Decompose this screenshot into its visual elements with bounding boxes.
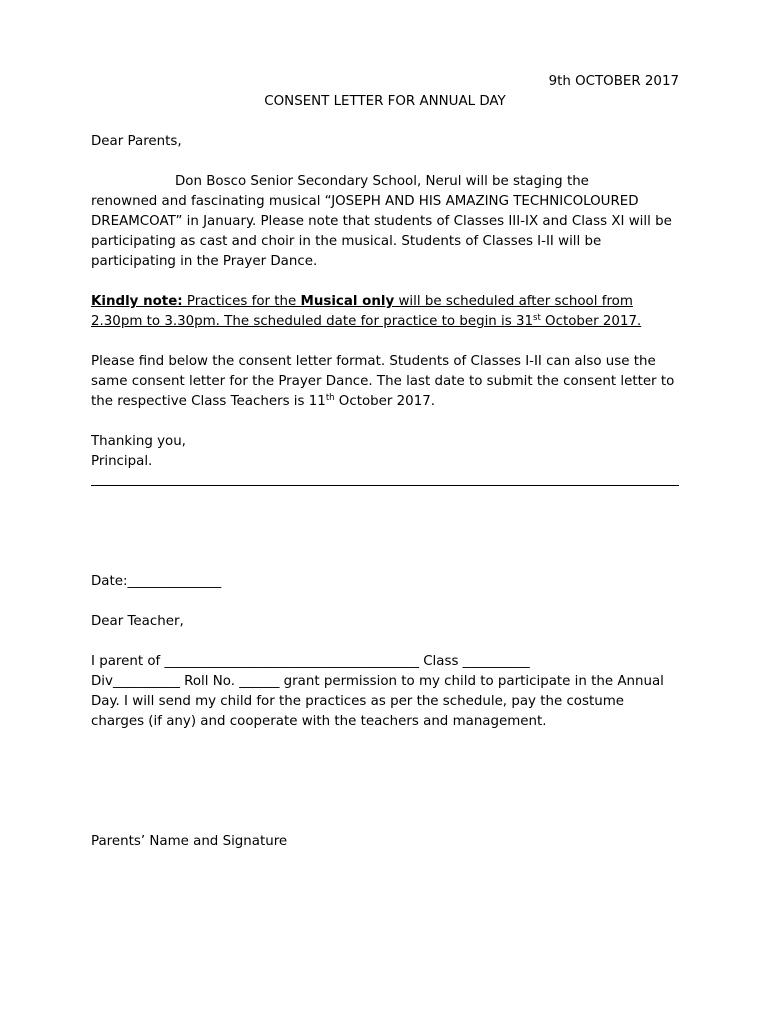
- note-text-a: Practices for the: [182, 294, 301, 309]
- form-date-label: Date:______________: [91, 574, 222, 589]
- intro-paragraph: [91, 172, 681, 272]
- format-paragraph-text-b: October 2017.: [334, 394, 435, 409]
- letter-date: 9th OCTOBER 2017: [548, 74, 679, 89]
- consent-form-line1: I parent of ______________________________________ Class __________: [91, 654, 530, 669]
- consent-form-body-rest: Div__________ Roll No. ______ grant permission to my child to participate in the Annual Day. I will send my child for the practices as per the schedule, pay the costume charges (if any) and cooperate with the teachers and management.: [91, 674, 664, 729]
- format-paragraph-text-a: Please find below the consent letter format. Students of Classes I-II can also use the same consent letter for the Prayer Dance. The last date to submit the consent letter to the respective Class Teachers is 11: [91, 354, 675, 409]
- closing-text: Thanking you,: [91, 434, 186, 449]
- note-label: Kindly note:: [91, 294, 183, 309]
- parent-signature-label: Parents’ Name and Signature: [91, 834, 288, 849]
- letter-title: CONSENT LETTER FOR ANNUAL DAY: [264, 94, 506, 109]
- signatory-text: Principal.: [91, 454, 153, 469]
- format-paragraph: [91, 352, 681, 412]
- note-bold-text: Musical only: [300, 294, 395, 309]
- intro-paragraph-line1: Don Bosco Senior Secondary School, Nerul will be staging the: [175, 174, 589, 189]
- note-text-b: will be scheduled after school from 2.30pm to 3.30pm. The scheduled date for practice to begin is 31: [91, 294, 633, 329]
- letter-salutation: Dear Parents,: [91, 134, 182, 149]
- cut-divider-line: [91, 485, 679, 486]
- form-salutation: Dear Teacher,: [91, 614, 184, 629]
- intro-paragraph-rest: renowned and fascinating musical “JOSEPH AND HIS AMAZING TECHNICOLOURED DREAMCOAT” in January. Please note that students of Classes III-IX and Class XI will be participating as cast and choir in the musical. Students of Classes I-II will be participating in the Prayer Dance.: [91, 194, 672, 269]
- practice-note-paragraph: [91, 292, 681, 332]
- note-text-c: October 2017.: [540, 314, 642, 329]
- consent-form-body: [91, 652, 681, 732]
- note-superscript: st: [533, 313, 541, 323]
- format-paragraph-superscript: th: [325, 393, 335, 403]
